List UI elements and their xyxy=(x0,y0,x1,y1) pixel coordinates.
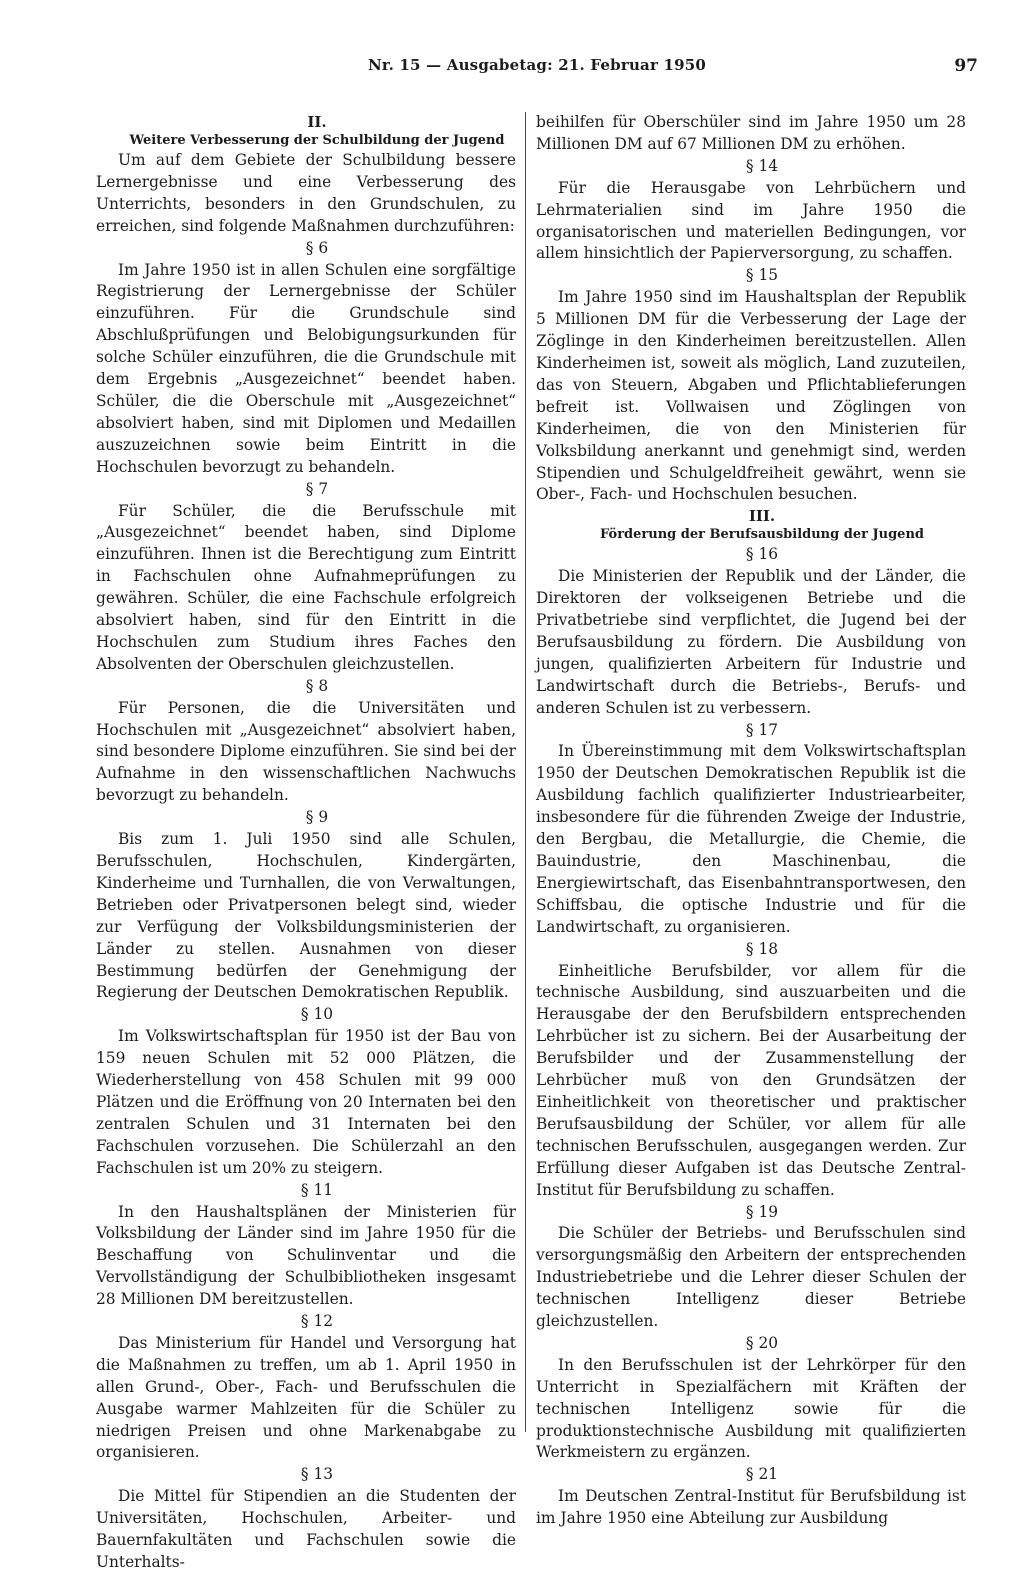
section-text-13-continued: beihilfen für Oberschüler sind im Jahre 1950 um 28 Millionen DM auf 67 Millionen DM zu erhöhen. xyxy=(536,113,966,153)
column-divider xyxy=(525,112,526,1432)
section-text-14: Für die Herausgabe von Lehrbüchern und Lehrmaterialien sind im Jahre 1950 die organisatorischen und materiellen Bedingungen, vor allem hinsichtlich der Papierversorgung, zu schaffen. xyxy=(536,178,966,263)
section-label-9: § 9 xyxy=(305,808,329,827)
section-text-17: In Übereinstimmung mit dem Volkswirtschaftsplan 1950 der Deutschen Demokratischen Republik ist die Ausbildung fachlich qualifizierter Industriearbeiter, insbesondere für die führenden Zweige der Industrie, den Bergbau, die Metallurgie, die Chemie, die Bauindustrie, den Maschinenbau, die Energiewirtschaft, das Eisenbahntransportwesen, den Schiffsbau, die optische Industrie und für die Landwirtschaft, zu organisieren. xyxy=(536,742,966,936)
section-label-6: § 6 xyxy=(305,238,329,257)
section-label-17: § 17 xyxy=(745,720,779,739)
section-label-21: § 21 xyxy=(745,1465,779,1484)
section-label-20: § 20 xyxy=(745,1333,779,1352)
section-label-12: § 12 xyxy=(300,1312,334,1331)
page-number: 97 xyxy=(954,56,978,76)
section-label-14: § 14 xyxy=(745,156,779,175)
page-header xyxy=(96,56,978,86)
section-text-7: Für Schüler, die die Berufsschule mit „Ausgezeichnet“ beendet haben, sind Diplome einzuführen. Ihnen ist die Berechtigung zum Eintritt in Fachschulen ohne Aufnahmeprüfungen zu gewähren. Schüler, die eine Fachschule erfolgreich absolviert haben, sind für den Eintritt in die Hochschulen zum Studium ihres Faches den Absolventen der Oberschulen gleichzustellen. xyxy=(96,501,516,673)
section-label-18: § 18 xyxy=(745,939,779,958)
intro-paragraph: Um auf dem Gebiete der Schulbildung bessere Lernergebnisse und eine Verbesserung des Unterrichts, besonders in den Grundschulen, zu erreichen, sind folgende Maßnahmen durchzuführen: xyxy=(96,151,516,235)
part-heading-iii: III. xyxy=(748,507,776,526)
section-text-6: Im Jahre 1950 ist in allen Schulen eine sorgfältige Registrierung der Lernergebnisse der Schüler einzuführen. Für die Grundschule sind Abschlußprüfungen und Belobigungsurkunden für solche Schüler einzuführen, die die Grundschule mit dem Ergebnis „Ausgezeichnet“ beendet haben. Schüler, die die Oberschule mit „Ausgezeichnet“ absolviert haben, sind mit Diplomen und Medaillen auszuzeichnen sowie beim Eintritt in die Hochschulen bevorzugt zu behandeln. xyxy=(96,260,516,476)
section-text-12: Das Ministerium für Handel und Versorgung hat die Maßnahmen zu treffen, um ab 1. April 1950 in allen Grund-, Ober-, Fach- und Berufsschulen die Ausgabe warmer Mahlzeiten für die Schüler zu niedrigen Preisen und ohne Markenabgabe zu organisieren. xyxy=(96,1333,516,1462)
section-text-13: Die Mittel für Stipendien an die Studenten der Universitäten, Hochschulen, Arbeiter- und Bauernfakultäten und Fachschulen sowie die Unterhalts- xyxy=(96,1487,516,1571)
section-label-13: § 13 xyxy=(300,1465,334,1484)
section-text-11: In den Haushaltsplänen der Ministerien für Volksbildung der Länder sind im Jahre 1950 für die Beschaffung von Schulinventar und die Vervollständigung der Schulbibliotheken insgesamt 28 Millionen DM bereitzustellen. xyxy=(96,1202,516,1309)
section-text-8: Für Personen, die die Universitäten und Hochschulen mit „Ausgezeichnet“ absolviert haben, sind besondere Diplome einzuführen. Sie sind bei der Aufnahme in den wissenschaftlichen Nachwuchs bevorzugt zu behandeln. xyxy=(96,698,516,805)
section-text-21: Im Deutschen Zentral-Institut für Berufsbildung ist im Jahre 1950 eine Abteilung zur Ausbildung xyxy=(536,1487,966,1528)
section-text-20: In den Berufsschulen ist der Lehrkörper für den Unterricht in Spezialfächern mit Kräften der technischen Intelligenz sowie für die produktionstechnische Ausbildung mit qualifizierten Werkmeistern zu ergänzen. xyxy=(536,1355,966,1462)
section-label-16: § 16 xyxy=(745,545,779,564)
section-text-9: Bis zum 1. Juli 1950 sind alle Schulen, Berufsschulen, Hochschulen, Kindergärten, Kinderheime und Turnhallen, die von Verwaltungen, Betrieben oder Privatpersonen belegt sind, wieder zur Verfügung der Volksbildungsministerien der Länder zu stellen. Ausnahmen von dieser Bestimmung bedürfen der Genehmigung der Regierung der Deutschen Demokratischen Republik. xyxy=(96,830,516,1002)
section-text-10: Im Volkswirtschaftsplan für 1950 ist der Bau von 159 neuen Schulen mit 52 000 Plätzen, die Wiederherstellung von 458 Schulen mit 99 000 Plätzen und die Eröffnung von 20 Internaten bei den zentralen Schulen und 31 Internaten bei den Fachschulen vorzusehen. Die Schülerzahl an den Fachschulen ist um 20% zu steigern. xyxy=(96,1027,516,1177)
section-label-7: § 7 xyxy=(305,479,329,498)
section-text-16: Die Ministerien der Republik und der Länder, die Direktoren der volkseigenen Betriebe und die Privatbetriebe sind verpflichtet, die Jugend bei der Berufsausbildung zu fördern. Die Ausbildung von jungen, qualifizierten Arbeitern für Industrie und Landwirtschaft durch die Betriebs-, Berufs- und anderen Schulen ist zu verbessern. xyxy=(536,567,966,717)
section-text-18: Einheitliche Berufsbilder, vor allem für die technische Ausbildung, sind auszuarbeiten und die Herausgabe der den Berufsbildern entsprechenden Lehrbücher ist zu sichern. Bei der Ausarbeitung der Berufsbilder und der Zusammenstellung der Lehrbücher muß von den Grundsätzen der Einheitlichkeit von theoretischer und praktischer Berufsausbildung der Schüler, vor allem für alle technischen Berufsschulen, ausgegangen werden. Zur Erfüllung dieser Aufgaben ist das Deutsche Zentral-Institut für Berufsbildung zu schaffen. xyxy=(536,961,966,1199)
part-heading-ii: II. xyxy=(307,113,327,131)
part-subheading-iii: Förderung der Berufsausbildung der Jugend xyxy=(600,527,924,543)
part-subheading-ii: Weitere Verbesserung der Schulbildung der Jugend xyxy=(129,133,505,148)
left-column xyxy=(96,112,516,1574)
section-label-10: § 10 xyxy=(300,1005,334,1024)
issue-line: Nr. 15 — Ausgabetag: 21. Februar 1950 xyxy=(367,56,707,74)
section-text-19: Die Schüler der Betriebs- und Berufsschulen sind versorgungsmäßig den Arbeitern der entsprechenden Industriebetriebe und die Lehrer dieser Schulen der technischen Intelligenz dieser Betriebe gleichzustellen. xyxy=(536,1224,966,1331)
right-column xyxy=(536,112,966,1530)
section-label-11: § 11 xyxy=(300,1180,334,1199)
section-label-15: § 15 xyxy=(745,266,779,285)
section-text-15: Im Jahre 1950 sind im Haushaltsplan der Republik 5 Millionen DM für die Verbesserung der Lage der Zöglinge in den Kinderheimen bereitzustellen. Allen Kinderheimen ist, soweit als möglich, Land zuzuteilen, das von Steuern, Abgaben und Pflichtablieferungen befreit ist. Vollwaisen und Zöglingen von Kinderheimen, die von den Ministerien für Volksbildung anerkannt und genehmigt sind, werden Stipendien und Schulgeldfreiheit gewährt, wenn sie Ober-, Fach- und Hochschulen besuchen. xyxy=(536,288,966,504)
section-label-8: § 8 xyxy=(305,676,329,695)
section-label-19: § 19 xyxy=(745,1202,779,1221)
